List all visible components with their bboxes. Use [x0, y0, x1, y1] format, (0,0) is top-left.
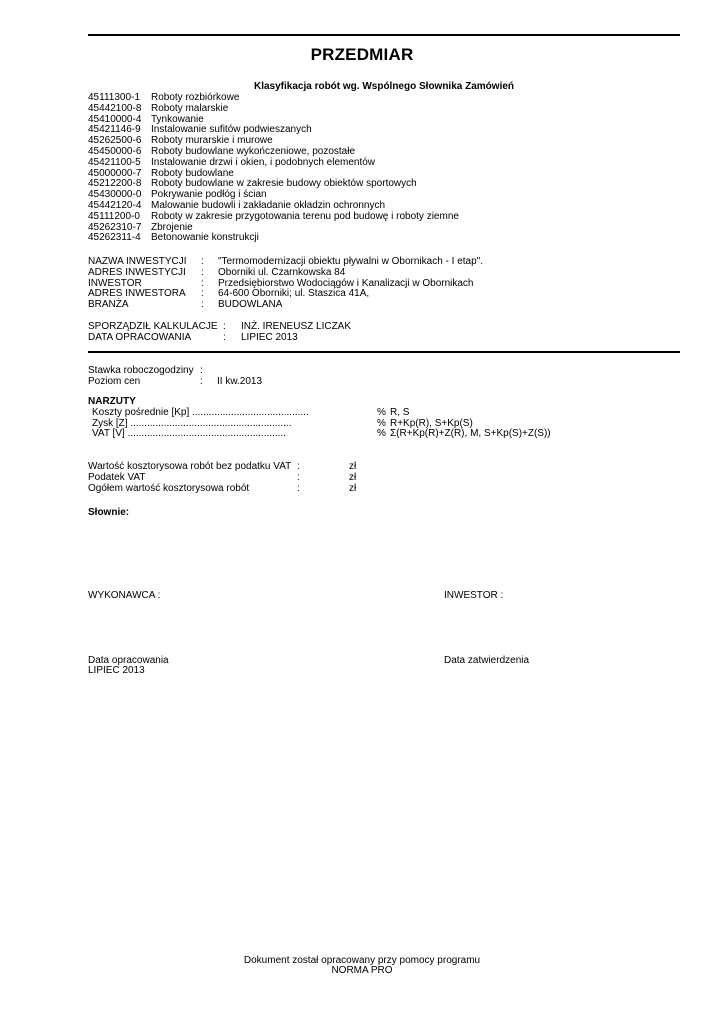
- cpv-code: 45421146-9: [88, 124, 141, 136]
- narzut-row: [88, 407, 551, 418]
- narzut-formula: Σ(R+Kp(R)+Z(R), M, S+Kp(S)+Z(S)): [390, 428, 551, 440]
- prep-date-value: LIPIEC 2013: [88, 665, 145, 676]
- narzut-formula: R+Kp(R), S+Kp(S): [390, 417, 473, 429]
- value-row: [88, 483, 356, 494]
- cpv-description: Zbrojenie: [151, 221, 193, 233]
- cpv-description: Roboty rozbiórkowe: [151, 92, 240, 103]
- prepared-label: SPORZĄDZIŁ KALKULACJE: [88, 321, 218, 332]
- value-row: [88, 461, 356, 472]
- classification-title: Klasyfikacja robót wg. Wspólnego Słownika Zamówień: [253, 81, 515, 92]
- narzut-formula: R, S: [390, 406, 410, 418]
- cpv-description: Instalowanie drzwi i okien, i podobnych elementów: [151, 156, 376, 168]
- approval-date-label: Data zatwierdzenia: [444, 655, 530, 666]
- cpv-row: [88, 135, 459, 146]
- investment-colon: :: [201, 266, 204, 278]
- rate-row: [88, 376, 262, 387]
- investment-label: NAZWA INWESTYCJI: [88, 256, 187, 267]
- investment-colon: :: [201, 277, 204, 289]
- investment-label: BRANŻA: [88, 299, 129, 311]
- cpv-code: 45442100-8: [88, 102, 142, 114]
- prepared-colon: :: [223, 321, 226, 332]
- cpv-row: [88, 114, 459, 125]
- narzut-percent: %: [377, 428, 386, 440]
- investment-colon: :: [201, 256, 204, 267]
- cpv-description: Roboty murarskie i murowe: [151, 135, 273, 147]
- cpv-row: [88, 124, 459, 135]
- investment-info: [88, 256, 483, 310]
- cpv-row: [88, 92, 459, 103]
- value-label: Podatek VAT: [88, 471, 146, 483]
- cpv-row: [88, 232, 459, 243]
- cpv-code: 45442120-4: [88, 199, 142, 211]
- cpv-code: 45450000-6: [88, 145, 142, 157]
- value-row: [88, 472, 356, 483]
- narzuty-block: [88, 396, 551, 439]
- investment-label: ADRES INWESTYCJI: [88, 266, 186, 278]
- values-block: [88, 461, 356, 493]
- cpv-code: 45212200-8: [88, 178, 142, 190]
- rate-colon: :: [200, 365, 203, 376]
- investment-label: ADRES INWESTORA: [88, 288, 186, 300]
- investment-colon: :: [201, 299, 204, 311]
- footer-line-2: NORMA PRO: [331, 965, 393, 976]
- cpv-row: [88, 222, 459, 233]
- cpv-row: [88, 168, 459, 179]
- cpv-description: Betonowanie konstrukcji: [151, 232, 259, 244]
- cpv-row: [88, 103, 459, 114]
- investment-row: [88, 256, 483, 267]
- cpv-code: 45262310-7: [88, 221, 142, 233]
- prepared-value: INŻ. IRENEUSZ LICZAK: [241, 321, 352, 332]
- preparation-info: [88, 321, 351, 343]
- cpv-description: Roboty malarskie: [151, 102, 229, 114]
- narzut-label: VAT [V] .........................................................: [92, 428, 286, 440]
- cpv-row: [88, 146, 459, 157]
- rate-label: Poziom cen: [88, 375, 141, 387]
- rate-row: [88, 365, 262, 376]
- narzut-percent: %: [377, 417, 386, 429]
- value-unit: zł: [349, 471, 357, 483]
- value-label: Wartość kosztorysowa robót bez podatku VAT: [88, 461, 292, 472]
- cpv-code: 45430000-0: [88, 189, 142, 201]
- document-title: PRZEDMIAR: [310, 45, 414, 64]
- value-colon: :: [297, 482, 300, 494]
- prepared-colon: :: [223, 331, 226, 343]
- narzut-label: Koszty pośrednie [Kp] ..........................................: [92, 406, 309, 418]
- cpv-description: Instalowanie sufitów podwieszanych: [151, 124, 312, 136]
- cpv-code: 45262500-6: [88, 135, 142, 147]
- cpv-row: [88, 157, 459, 168]
- cpv-description: Tynkowanie: [151, 113, 204, 125]
- cpv-row: [88, 211, 459, 222]
- prepared-label: DATA OPRACOWANIA: [88, 331, 192, 343]
- investment-value: Oborniki ul. Czarnkowska 84: [218, 266, 346, 278]
- footer-line-1: Dokument został opracowany przy pomocy programu: [243, 955, 481, 966]
- section-rule: [88, 351, 680, 353]
- value-unit: zł: [349, 461, 357, 472]
- cpv-description: Roboty budowlane w zakresie budowy obiektów sportowych: [151, 178, 417, 190]
- cpv-row: [88, 189, 459, 200]
- value-unit: zł: [349, 482, 357, 494]
- narzut-row: [88, 418, 551, 429]
- rates-block: [88, 365, 262, 387]
- words-label: Słownie:: [88, 507, 130, 518]
- investment-value: Przedsiębiorstwo Wodociągów i Kanalizacji w Obornikach: [218, 277, 474, 289]
- investment-row: [88, 278, 483, 289]
- value-label: Ogółem wartość kosztorysowa robót: [88, 482, 250, 494]
- prepared-row: [88, 332, 351, 343]
- narzut-row: [88, 428, 551, 439]
- cpv-code: 45410000-4: [88, 113, 142, 125]
- investor-label: INWESTOR :: [444, 590, 504, 601]
- cpv-code: 45111300-1: [88, 92, 140, 103]
- cpv-code: 45421100-5: [88, 156, 141, 168]
- prep-date-label: Data opracowania: [88, 655, 169, 666]
- cpv-description: Roboty budowlane wykończeniowe, pozostałe: [151, 145, 356, 157]
- investment-label: INWESTOR: [88, 277, 142, 289]
- investment-value: BUDOWLANA: [218, 299, 283, 311]
- contractor-label: WYKONAWCA :: [88, 590, 161, 601]
- cpv-code: 45262311-4: [88, 232, 141, 244]
- investment-value: 64-600 Oborniki; ul. Staszica 41A,: [218, 288, 370, 300]
- investment-value: "Termomodernizacji obiektu pływalni w Obornikach - I etap".: [218, 256, 483, 267]
- cpv-description: Malowanie budowli i zakładanie okładzin ochronnych: [151, 199, 386, 211]
- value-colon: :: [297, 471, 300, 483]
- value-colon: :: [297, 461, 300, 472]
- narzuty-heading: NARZUTY: [88, 396, 136, 407]
- prepared-row: [88, 321, 351, 332]
- rate-value: II kw.2013: [217, 375, 263, 387]
- investment-colon: :: [201, 288, 204, 300]
- cpv-code: 45000000-7: [88, 167, 142, 179]
- cpv-code-list: [88, 92, 459, 243]
- cpv-description: Roboty budowlane: [151, 167, 234, 179]
- rate-label: Stawka roboczogodziny: [88, 365, 194, 376]
- top-rule: [88, 34, 680, 36]
- cpv-row: [88, 200, 459, 211]
- narzut-percent: %: [377, 406, 386, 418]
- cpv-description: Pokrywanie podłóg i ścian: [151, 189, 267, 201]
- cpv-description: Roboty w zakresie przygotowania terenu pod budowę i roboty ziemne: [151, 210, 459, 222]
- narzut-label: Zysk [Z] ..........................................................: [92, 417, 292, 429]
- cpv-row: [88, 178, 459, 189]
- rate-colon: :: [200, 375, 203, 387]
- investment-row: [88, 299, 483, 310]
- investment-row: [88, 267, 483, 278]
- cpv-code: 45111200-0: [88, 210, 140, 222]
- investment-row: [88, 288, 483, 299]
- prepared-value: LIPIEC 2013: [241, 331, 298, 343]
